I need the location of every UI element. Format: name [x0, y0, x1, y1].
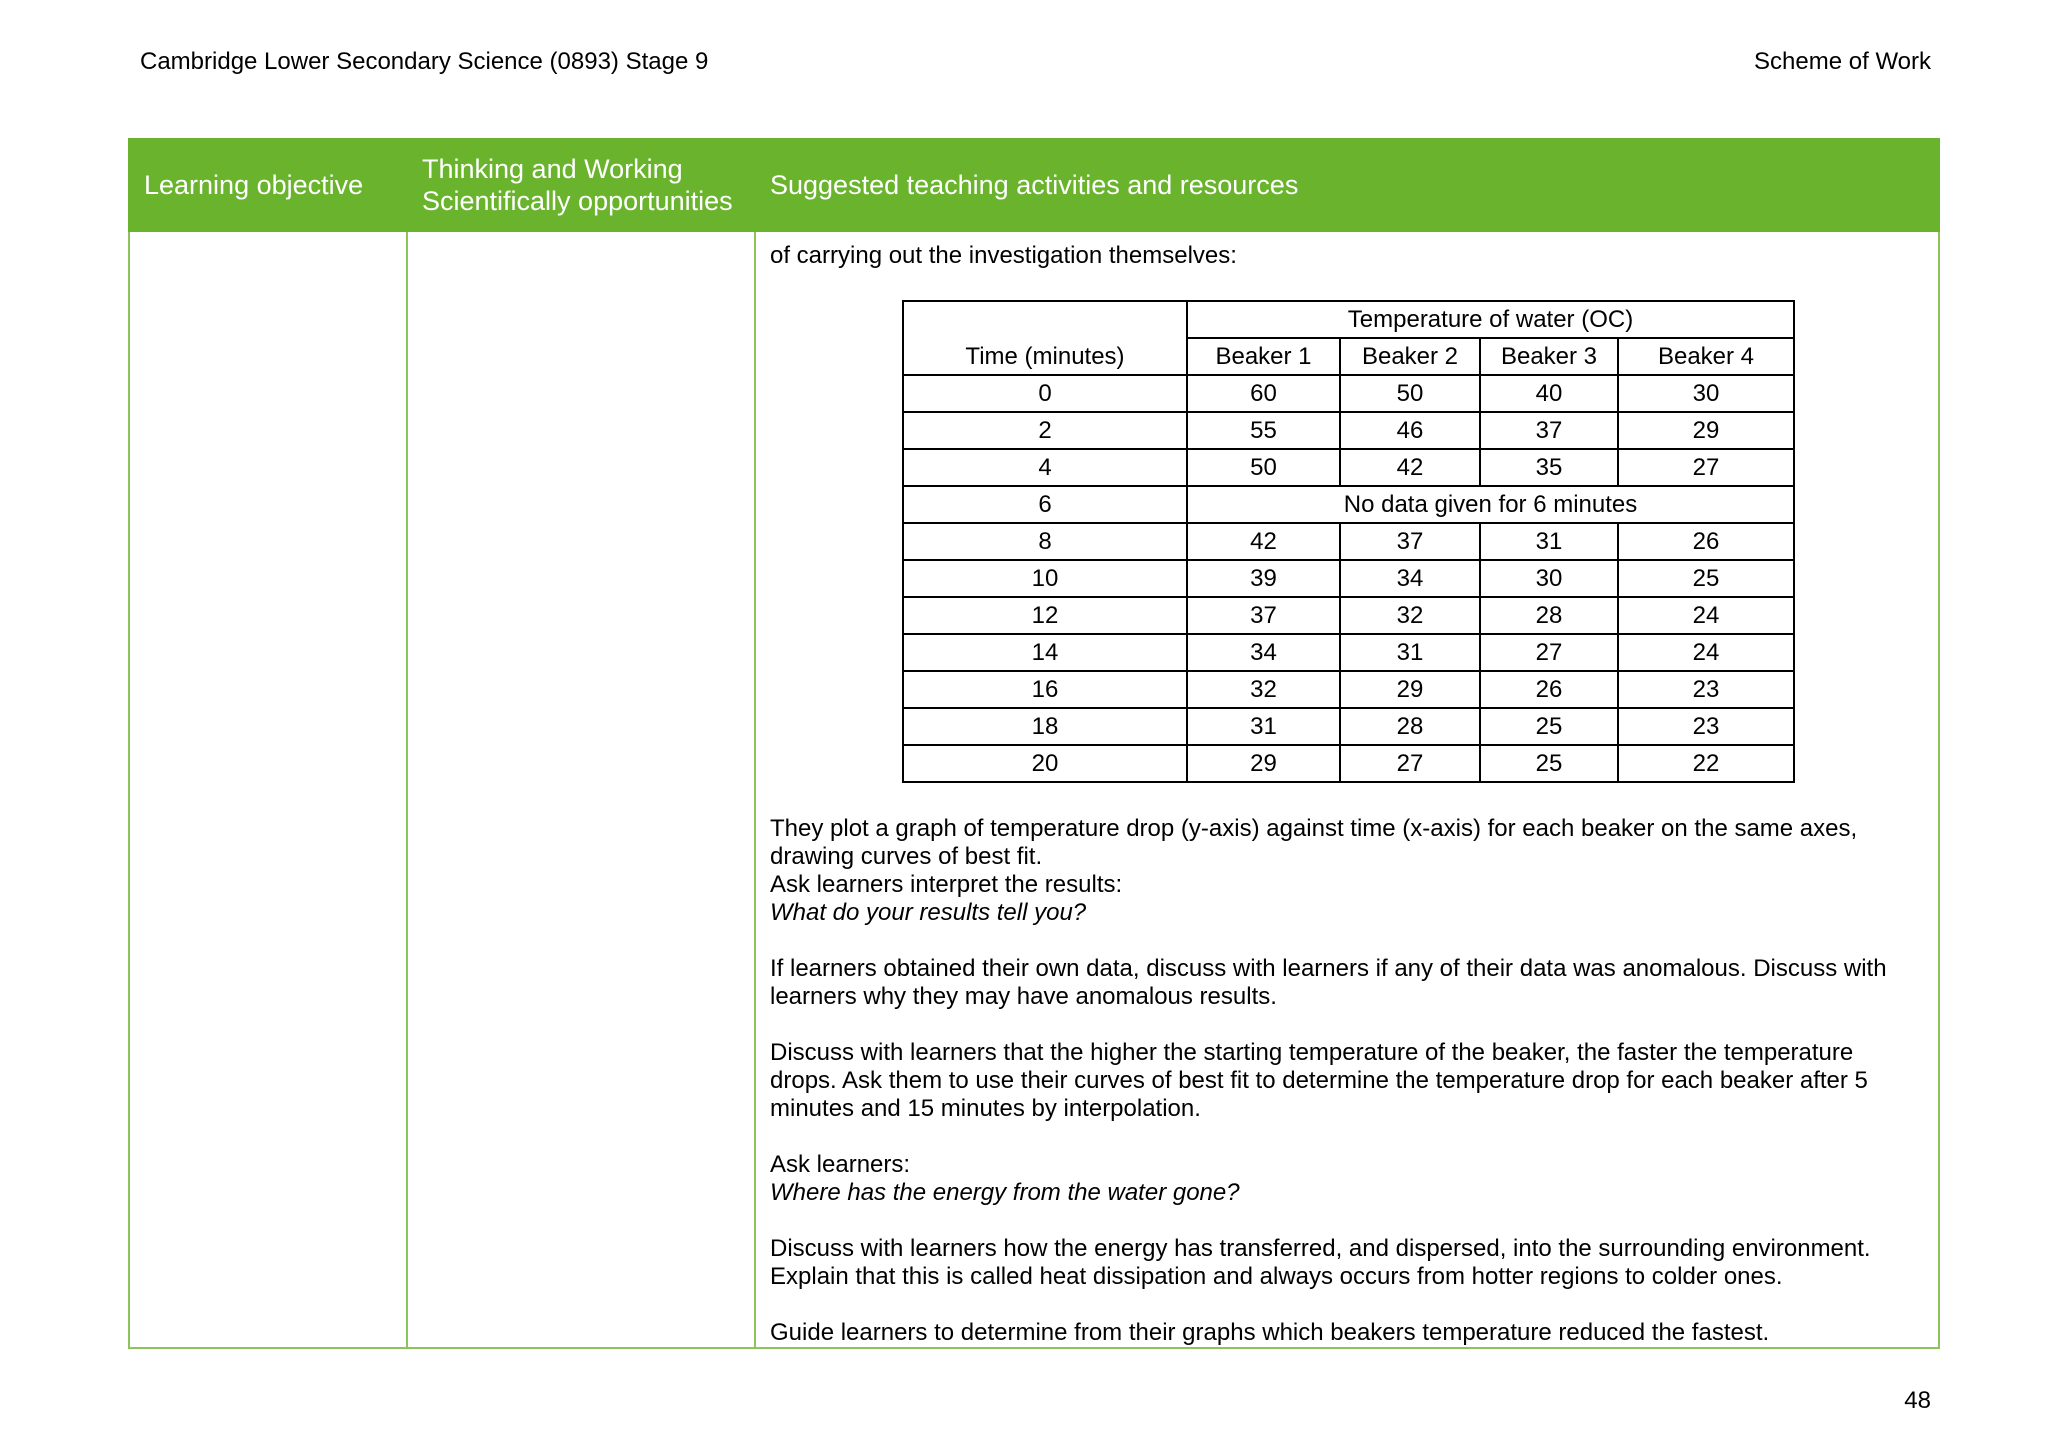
data-table-row [903, 671, 1794, 708]
paragraph-anomalous: If learners obtained their own data, discuss with learners if any of their data was anomalous. Discuss with learners why they may have anomalous results. [770, 955, 1887, 1010]
time-header: Time (minutes) [903, 301, 1187, 375]
learning-objective-cell [129, 231, 407, 1348]
temperature-cell: 27 [1618, 449, 1794, 486]
temperature-cell: 27 [1480, 634, 1618, 671]
temperature-cell: 42 [1340, 449, 1480, 486]
temperature-cell: 42 [1187, 523, 1340, 560]
temperature-cell: 37 [1187, 597, 1340, 634]
paragraph-guide-learners: Guide learners to determine from their graphs which beakers temperature reduced the fastest. [770, 1319, 1770, 1346]
temperature-cell: 30 [1618, 375, 1794, 412]
temperature-cell: 26 [1618, 523, 1794, 560]
temperature-cell: 39 [1187, 560, 1340, 597]
data-table-row [903, 560, 1794, 597]
teaching-activities-cell [755, 231, 1939, 1348]
header-teaching-activities: Suggested teaching activities and resources [755, 139, 1939, 231]
data-table-row [903, 375, 1794, 412]
temperature-cell: 23 [1618, 708, 1794, 745]
temperature-cell: 26 [1480, 671, 1618, 708]
beaker-header: Beaker 1 [1187, 338, 1340, 375]
paragraph-heat-dissipation: Discuss with learners how the energy has transferred, and dispersed, into the surrounding environment. Explain that this is called heat dissipation and always occurs from hotter regions to colder ones. [770, 1235, 1871, 1290]
temperature-cell: 50 [1187, 449, 1340, 486]
temperature-cell: 29 [1340, 671, 1480, 708]
data-table-row [903, 412, 1794, 449]
time-cell: 16 [903, 671, 1187, 708]
beaker-header: Beaker 2 [1340, 338, 1480, 375]
temperature-cell: 34 [1340, 560, 1480, 597]
data-table-row [903, 486, 1794, 523]
time-cell: 10 [903, 560, 1187, 597]
beaker-header: Beaker 4 [1618, 338, 1794, 375]
temperature-cell: 25 [1480, 745, 1618, 782]
scheme-of-work-table [128, 138, 1940, 1349]
document-title: Cambridge Lower Secondary Science (0893) Stage 9 [140, 48, 709, 75]
temperature-cell: 46 [1340, 412, 1480, 449]
data-table-row [903, 597, 1794, 634]
temperature-cell: 28 [1340, 708, 1480, 745]
time-cell: 6 [903, 486, 1187, 523]
temperature-cell: 28 [1480, 597, 1618, 634]
time-cell: 8 [903, 523, 1187, 560]
temperature-cell: 40 [1480, 375, 1618, 412]
time-cell: 0 [903, 375, 1187, 412]
temperature-cell: 35 [1480, 449, 1618, 486]
page-number: 48 [1904, 1387, 1931, 1414]
temperature-cell: 32 [1340, 597, 1480, 634]
intro-text: of carrying out the investigation themselves: [770, 242, 1237, 269]
temperature-cell: 50 [1340, 375, 1480, 412]
temperature-cell: 25 [1618, 560, 1794, 597]
data-table-group-header-row [903, 301, 1794, 338]
time-cell: 4 [903, 449, 1187, 486]
temperature-cell: 55 [1187, 412, 1340, 449]
time-cell: 14 [903, 634, 1187, 671]
temperature-data-table [902, 300, 1795, 783]
temperature-cell: 31 [1340, 634, 1480, 671]
temperature-cell: 31 [1187, 708, 1340, 745]
beaker-header: Beaker 3 [1480, 338, 1618, 375]
temperature-cell: 24 [1618, 597, 1794, 634]
data-table-row [903, 634, 1794, 671]
table-header-row [129, 139, 1939, 231]
data-table-row [903, 708, 1794, 745]
temperature-cell: 30 [1480, 560, 1618, 597]
temperature-cell: 27 [1340, 745, 1480, 782]
data-table-row [903, 745, 1794, 782]
paragraph-plot-graph: They plot a graph of temperature drop (y-axis) against time (x-axis) for each beaker on the same axes, drawing curves of best fit. [770, 815, 1858, 870]
time-cell: 2 [903, 412, 1187, 449]
temperature-cell: 29 [1618, 412, 1794, 449]
question-energy: Where has the energy from the water gone? [770, 1179, 1240, 1206]
temperature-cell: 37 [1480, 412, 1618, 449]
paragraph-temperature-drop: Discuss with learners that the higher the starting temperature of the beaker, the faster the temperature drops. Ask them to use their curves of best fit to determine the temperature drop for each beaker after 5 minutes and 15 minutes by interpolation. [770, 1039, 1868, 1122]
temperature-cell: 24 [1618, 634, 1794, 671]
temperature-cell: 32 [1187, 671, 1340, 708]
temperature-cell: 22 [1618, 745, 1794, 782]
data-table-row [903, 523, 1794, 560]
paragraph-ask-learners: Ask learners: [770, 1151, 911, 1178]
header-twS-opportunities: Thinking and Working Scientifically opportunities [407, 139, 755, 231]
header-learning-objective: Learning objective [129, 139, 407, 231]
paragraph-interpret: Ask learners interpret the results: [770, 871, 1123, 898]
data-table-row [903, 449, 1794, 486]
temperature-cell: 37 [1340, 523, 1480, 560]
table-row [129, 231, 1939, 1348]
time-cell: 20 [903, 745, 1187, 782]
question-results: What do your results tell you? [770, 899, 1087, 926]
time-cell: 12 [903, 597, 1187, 634]
twS-opportunities-cell [407, 231, 755, 1348]
time-cell: 18 [903, 708, 1187, 745]
temperature-group-header: Temperature of water (OC) [1187, 301, 1794, 338]
temperature-cell: 29 [1187, 745, 1340, 782]
no-data-cell: No data given for 6 minutes [1187, 486, 1794, 523]
temperature-cell: 34 [1187, 634, 1340, 671]
temperature-cell: 23 [1618, 671, 1794, 708]
temperature-cell: 60 [1187, 375, 1340, 412]
document-subtitle: Scheme of Work [1754, 48, 1931, 75]
temperature-cell: 31 [1480, 523, 1618, 560]
temperature-cell: 25 [1480, 708, 1618, 745]
